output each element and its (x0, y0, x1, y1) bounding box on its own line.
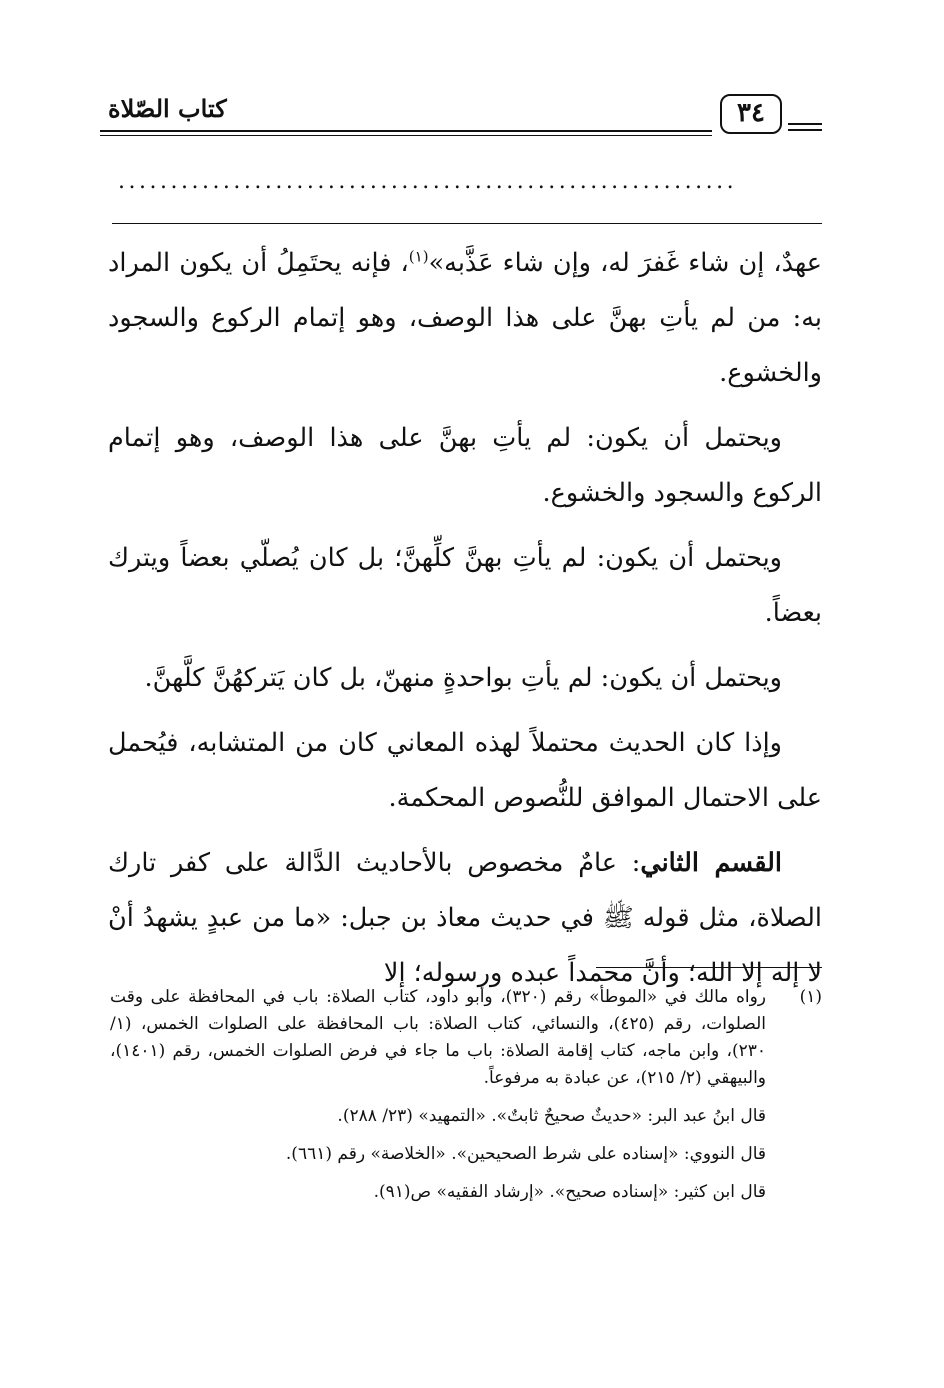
footnote-ref: (١) (408, 247, 429, 266)
footnote-quote-1: قال ابنُ عبد البر: «حديثٌ صحيحٌ ثابتٌ». «التمهيد» (٢٣/ ٢٨٨). (337, 1106, 766, 1126)
paragraph-3: ويحتمل أن يكون: لم يأتِ بهنَّ كلِّهنَّ؛ بل كان يُصلّي بعضاً ويترك بعضاً. (108, 543, 822, 628)
section-label: القسم الثاني (640, 848, 782, 878)
footnote-separator (596, 967, 822, 968)
header-rule-left-top (100, 130, 712, 132)
page-header (100, 90, 822, 138)
paragraph-4: ويحتمل أن يكون: لم يأتِ بواحدةٍ منهنّ، بل كان يَتركهُنَّ كلَّهنَّ. (144, 663, 782, 693)
footnote-1 (110, 984, 822, 1092)
header-rule-right-top (788, 123, 822, 125)
paragraph-2: ويحتمل أن يكون: لم يأتِ بهنَّ على هذا الوصف، وهو إتمام الركوع والسجود والخشوع. (108, 423, 822, 508)
header-separator (112, 223, 822, 224)
footnote-quote-2: قال النووي: «إسناده على شرط الصحيحين». «الخلاصة» رقم (٦٦١). (285, 1144, 766, 1164)
footnote-number: (١) (799, 987, 822, 1007)
paragraph-5: وإذا كان الحديث محتملاً لهذه المعاني كان من المتشابه، فيُحمل على الاحتمال الموافق للنُّصوص المحكمة. (108, 728, 822, 813)
paragraph-6 (108, 836, 822, 1001)
book-title: كتاب الصّلاة (108, 94, 227, 123)
header-rule-right-bottom (788, 129, 822, 131)
p1-text-cont: ، فإنه يحتَمِلُ أن يكون المراد به: من لم يأتِ بهنَّ على هذا الوصف، وهو إتمام الركوع والسجود والخشوع. (108, 248, 822, 388)
p6-text: : عامٌ مخصوص بالأحاديث الدَّالة على كفر تارك الصلاة، مثل قوله ﷺ في حديث معاذ بن جبل: «ما من عبدٍ يشهدُ أنْ لا إله إلا الله؛ وأنَّ محمداً عبده ورسوله؛ إلا (108, 848, 822, 988)
footnote-text: رواه مالك في «الموطأ» رقم (٣٢٠)، وأبو داود، كتاب الصلاة: باب في المحافظة على وقت الصلوات، رقم (٤٢٥)، والنسائي، كتاب الصلاة: باب المحافظة على الصلوات الخمس، (١/ ٢٣٠)، وابن ماجه، كتاب إقامة الصلاة: باب ما جاء في فرض الصلوات الخمس، رقم (١٤٠١)، والبيهقي (٢/ ٢١٥)، عن عبادة به مرفوعاً. (110, 987, 767, 1088)
paragraph-1 (108, 236, 822, 401)
footnotes (110, 984, 822, 1206)
footnote-quote-3: قال ابن كثير: «إسناده صحيح». «إرشاد الفقيه» ص(٩١). (373, 1182, 766, 1202)
dotted-separator: ........................................................... (118, 172, 738, 192)
main-text (108, 236, 822, 1011)
header-rule-left-bottom (100, 135, 712, 136)
page-number: ٣٤ (720, 94, 782, 134)
p1-text: عهدٌ، إن شاء غَفرَ له، وإن شاء عَذَّبه» (428, 248, 822, 278)
